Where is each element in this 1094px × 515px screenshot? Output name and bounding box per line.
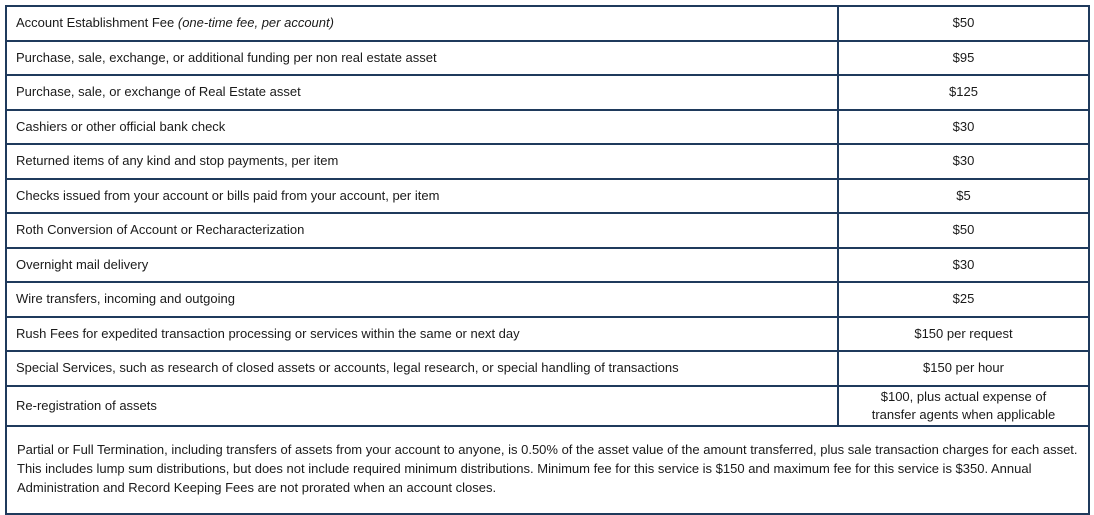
fee-amount: $50 bbox=[838, 213, 1089, 248]
table-row bbox=[6, 282, 1089, 317]
fee-description-text: Account Establishment Fee bbox=[16, 15, 175, 31]
fee-amount: $95 bbox=[838, 41, 1089, 76]
fee-description: Checks issued from your account or bills paid from your account, per item bbox=[6, 179, 838, 214]
fee-amount: $125 bbox=[838, 75, 1089, 110]
table-row bbox=[6, 386, 1089, 426]
table-row bbox=[6, 144, 1089, 179]
table-row bbox=[6, 75, 1089, 110]
fee-amount: $50 bbox=[838, 6, 1089, 41]
fee-description-note: (one-time fee, per account) bbox=[177, 15, 334, 31]
fee-description: Roth Conversion of Account or Recharacterization bbox=[6, 213, 838, 248]
fee-amount-line: $100, plus actual expense of bbox=[880, 388, 1047, 404]
fee-description: Purchase, sale, exchange, or additional funding per non real estate asset bbox=[6, 41, 838, 76]
fee-schedule-table bbox=[5, 5, 1090, 515]
fee-amount-line: transfer agents when applicable bbox=[871, 406, 1056, 422]
fee-description: Rush Fees for expedited transaction processing or services within the same or next day bbox=[6, 317, 838, 352]
table-row bbox=[6, 317, 1089, 352]
fee-amount: $150 per request bbox=[838, 317, 1089, 352]
table-row bbox=[6, 248, 1089, 283]
table-row bbox=[6, 213, 1089, 248]
fee-description bbox=[6, 6, 838, 41]
fee-amount: $30 bbox=[838, 110, 1089, 145]
fee-description: Wire transfers, incoming and outgoing bbox=[6, 282, 838, 317]
table-row bbox=[6, 351, 1089, 386]
table-row bbox=[6, 110, 1089, 145]
table-row bbox=[6, 41, 1089, 76]
fee-description: Returned items of any kind and stop payments, per item bbox=[6, 144, 838, 179]
fee-amount: $30 bbox=[838, 144, 1089, 179]
fee-description: Re-registration of assets bbox=[6, 386, 838, 426]
table-row bbox=[6, 6, 1089, 41]
fee-description: Special Services, such as research of closed assets or accounts, legal research, or special handling of transactions bbox=[6, 351, 838, 386]
fee-description: Cashiers or other official bank check bbox=[6, 110, 838, 145]
fee-amount: $150 per hour bbox=[838, 351, 1089, 386]
fee-description: Overnight mail delivery bbox=[6, 248, 838, 283]
termination-note-row bbox=[6, 426, 1089, 514]
table-row bbox=[6, 179, 1089, 214]
fee-amount bbox=[838, 386, 1089, 426]
termination-note: Partial or Full Termination, including transfers of assets from your account to anyone, is 0.50% of the asset value of the amount transferred, plus sale transaction charges for each asset. This includes lump sum distributions, but does not include required minimum distributions. Minimum fee for this service is $150 and maximum fee for this service is $350. Annual Administration and Record Keeping Fees are not prorated when an account closes. bbox=[6, 426, 1089, 514]
fee-description: Purchase, sale, or exchange of Real Estate asset bbox=[6, 75, 838, 110]
fee-amount: $5 bbox=[838, 179, 1089, 214]
fee-amount: $25 bbox=[838, 282, 1089, 317]
fee-amount: $30 bbox=[838, 248, 1089, 283]
